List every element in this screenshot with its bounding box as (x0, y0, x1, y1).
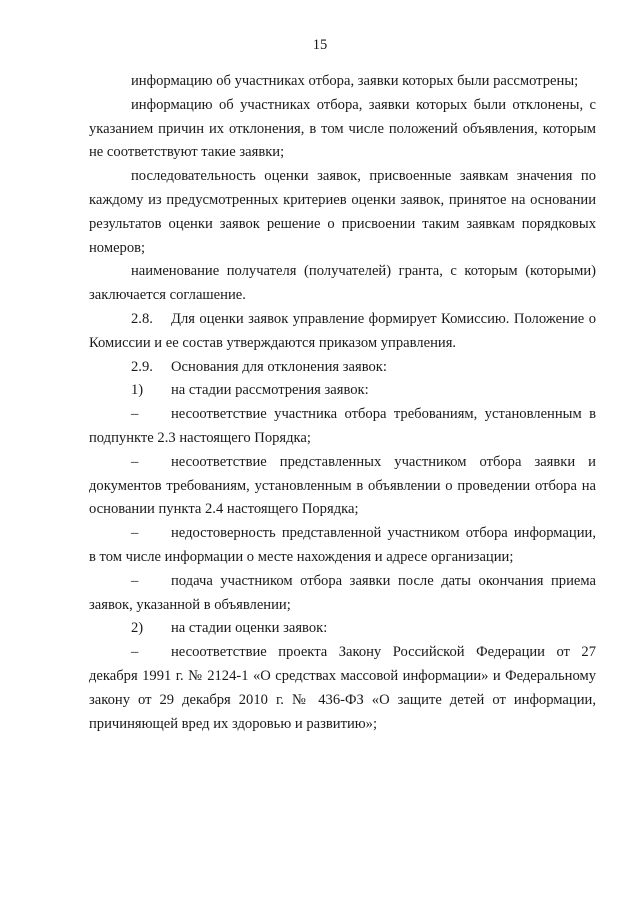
document-body (89, 70, 596, 736)
paragraph-evaluation-sequence (89, 165, 596, 260)
dash-item (89, 522, 596, 570)
dash-marker: – (131, 525, 139, 542)
dash-item (89, 570, 596, 618)
clause-number: 2.9. (131, 358, 153, 375)
subclause-number: 2) (131, 620, 144, 637)
paragraph-text: на стадии оценки заявок: (171, 620, 328, 637)
paragraph-text: Основания для отклонения заявок: (171, 358, 387, 375)
paragraph-text: наименование получателя (получателей) гранта, с которым (которыми) заключается соглашение. (89, 263, 596, 304)
paragraph-text: недостоверность представленной участником отбора информации, в том числе информации о месте нахождения и адресе организации; (89, 525, 596, 565)
dash-item (89, 403, 596, 451)
paragraph-grant-recipient (89, 260, 596, 308)
paragraph-text: несоответствие проекта Закону Российской Федерации от 27 декабря 1991 г. № 2124-1 «О средствах массовой информации» и Федеральному закону от 29 декабря 2010 г. № 436-ФЗ «О защите детей от информации, причиняющей вред их здоровью и развитию»; (89, 644, 596, 732)
subclause-number: 1) (131, 382, 144, 399)
paragraph-text: несоответствие участника отбора требованиям, установленным в подпункте 2.3 настоящего Порядка; (89, 406, 596, 446)
paragraph-text: последовательность оценки заявок, присвоенные заявкам значения по каждому из предусмотренных критериев оценки заявок, принятое на основании результатов оценки заявок решение о присвоении таким заявкам порядковых номеров; (89, 168, 596, 256)
paragraph-text: на стадии рассмотрения заявок: (171, 382, 369, 399)
dash-item (89, 451, 596, 522)
dash-marker: – (131, 644, 139, 661)
clause-number: 2.8. (131, 310, 153, 327)
paragraph-text: несоответствие представленных участником отбора заявки и документов требованиям, установленным в объявлении о проведении отбора на основании пункта 2.4 настоящего Порядка; (89, 453, 596, 518)
subclause-2 (89, 617, 596, 641)
subclause-1 (89, 379, 596, 403)
clause-2-8 (89, 308, 596, 356)
paragraph-text: Для оценки заявок управление формирует Комиссию. Положение о Комиссии и ее состав утверждаются приказом управления. (89, 310, 596, 351)
paragraph-text: информацию об участниках отбора, заявки которых были рассмотрены; (131, 73, 579, 89)
paragraph-text: информацию об участниках отбора, заявки которых были отклонены, с указанием причин их отклонения, в том числе положений объявления, которым не соответствуют такие заявки; (89, 96, 596, 161)
page-number: 15 (312, 37, 328, 53)
dash-marker: – (131, 572, 139, 589)
clause-2-9 (89, 356, 596, 380)
paragraph-participants-rejected (89, 94, 596, 165)
dash-item (89, 641, 596, 736)
paragraph-participants-reviewed (89, 70, 596, 94)
paragraph-text: подача участником отбора заявки после даты окончания приема заявок, указанной в объявлении; (89, 572, 596, 613)
dash-marker: – (131, 453, 139, 470)
dash-marker: – (131, 406, 139, 423)
